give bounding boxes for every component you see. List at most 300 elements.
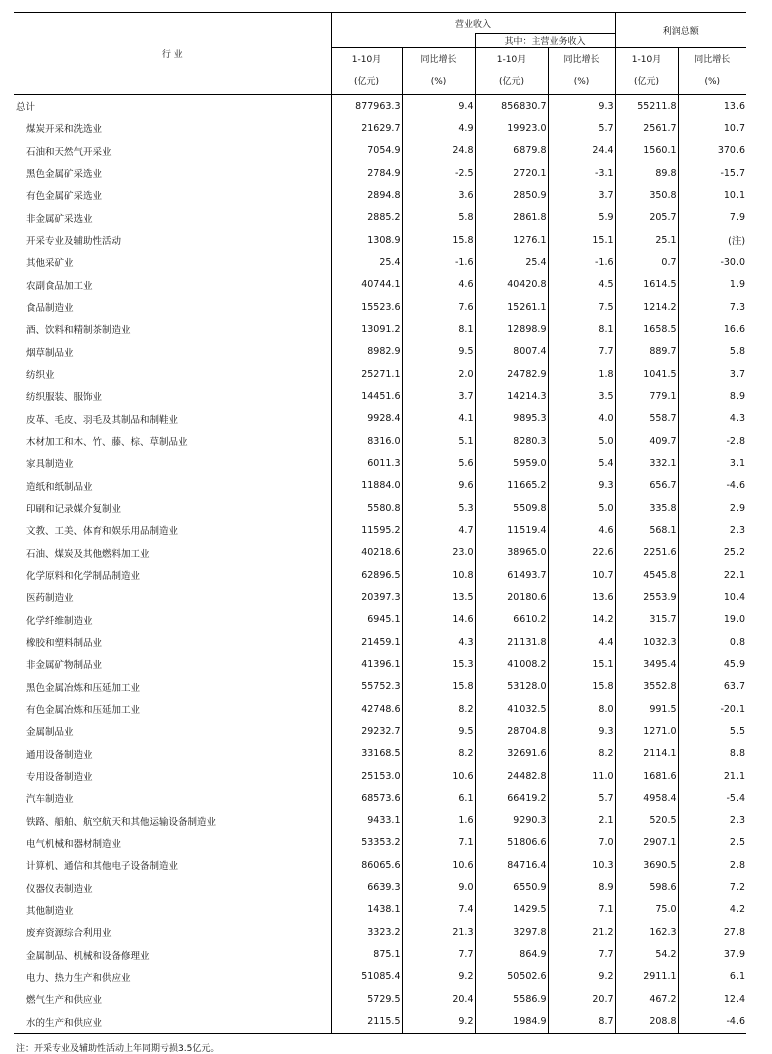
- revenue-growth-cell: 3.7: [402, 385, 475, 407]
- main-revenue-value-cell: 24782.9: [475, 363, 548, 385]
- revenue-value-cell: 2115.5: [331, 1010, 402, 1033]
- table-row: [14, 943, 746, 965]
- main-revenue-value-cell: 5509.8: [475, 497, 548, 519]
- industry-name-cell: 汽车制造业: [26, 794, 74, 806]
- revenue-growth-cell: 10.6: [402, 765, 475, 787]
- main-revenue-value-cell: 24482.8: [475, 765, 548, 787]
- industry-name-cell: 开采专业及辅助性活动: [26, 236, 122, 248]
- table-header: [14, 13, 746, 95]
- main-revenue-value-cell: 51806.6: [475, 832, 548, 854]
- profit-value-cell: 3495.4: [615, 653, 678, 675]
- industry-name-cell: 造纸和纸制品业: [26, 481, 93, 493]
- header-main-revenue: 其中：主营业务收入: [475, 34, 615, 48]
- main-revenue-growth-cell: 14.2: [548, 609, 615, 631]
- revenue-value-cell: 2784.9: [331, 162, 402, 184]
- table-row: [14, 140, 746, 162]
- main-revenue-value-cell: 2720.1: [475, 162, 548, 184]
- main-revenue-growth-cell: 11.0: [548, 765, 615, 787]
- industry-name-cell: 纺织业: [26, 370, 55, 382]
- main-revenue-value-cell: 15261.1: [475, 296, 548, 318]
- main-revenue-value-cell: 1429.5: [475, 899, 548, 921]
- revenue-growth-cell: 21.3: [402, 921, 475, 943]
- industry-name-cell: 铁路、船舶、航空航天和其他运输设备制造业: [26, 816, 217, 828]
- revenue-growth-cell: 7.4: [402, 899, 475, 921]
- profit-growth-cell: 7.3: [678, 296, 746, 318]
- table-row: [14, 408, 746, 430]
- revenue-growth-cell: 7.7: [402, 943, 475, 965]
- profit-growth-cell: 4.3: [678, 408, 746, 430]
- profit-growth-cell: 4.2: [678, 899, 746, 921]
- profit-growth-cell: -5.4: [678, 787, 746, 809]
- revenue-growth-cell: 5.8: [402, 207, 475, 229]
- industry-name-cell: 家具制造业: [26, 459, 74, 471]
- profit-value-cell: 558.7: [615, 408, 678, 430]
- revenue-growth-cell: 13.5: [402, 586, 475, 608]
- revenue-growth-cell: 15.3: [402, 653, 475, 675]
- profit-value-cell: 205.7: [615, 207, 678, 229]
- profit-value-cell: 1214.2: [615, 296, 678, 318]
- profit-value-cell: 332.1: [615, 452, 678, 474]
- revenue-value-cell: 29232.7: [331, 720, 402, 742]
- table-row: [14, 497, 746, 519]
- header-revenue: 营业收入: [331, 13, 615, 34]
- industry-name-cell: 黑色金属冶炼和压延加工业: [26, 682, 141, 694]
- profit-value-cell: 3552.8: [615, 676, 678, 698]
- main-revenue-growth-cell: -3.1: [548, 162, 615, 184]
- profit-growth-cell: -4.6: [678, 1010, 746, 1033]
- profit-growth-cell: 2.8: [678, 854, 746, 876]
- profit-growth-cell: -4.6: [678, 475, 746, 497]
- main-revenue-growth-cell: 3.7: [548, 184, 615, 206]
- profit-value-cell: 1614.5: [615, 274, 678, 296]
- revenue-value-cell: 9928.4: [331, 408, 402, 430]
- main-revenue-growth-cell: 4.4: [548, 631, 615, 653]
- main-revenue-value-cell: 856830.7: [475, 95, 548, 118]
- revenue-value-cell: 14451.6: [331, 385, 402, 407]
- industry-name-cell: 仪器仪表制造业: [26, 883, 93, 895]
- main-revenue-value-cell: 21131.8: [475, 631, 548, 653]
- header-profit-period: [615, 48, 678, 95]
- revenue-value-cell: 5580.8: [331, 497, 402, 519]
- industry-name-cell: 总计: [16, 102, 36, 114]
- profit-value-cell: 1271.0: [615, 720, 678, 742]
- main-revenue-value-cell: 84716.4: [475, 854, 548, 876]
- industry-name-cell: 金属制品、机械和设备修理业: [26, 950, 150, 962]
- table-row: [14, 1010, 746, 1033]
- revenue-growth-cell: 9.4: [402, 95, 475, 118]
- revenue-value-cell: 2894.8: [331, 184, 402, 206]
- main-revenue-value-cell: 9290.3: [475, 810, 548, 832]
- industry-name-cell: 纺织服装、服饰业: [26, 392, 103, 404]
- table-body: [14, 95, 746, 1034]
- revenue-growth-cell: 8.2: [402, 698, 475, 720]
- revenue-growth-cell: 4.1: [402, 408, 475, 430]
- header-unit-label: (亿元): [353, 77, 380, 87]
- revenue-growth-cell: -1.6: [402, 251, 475, 273]
- header-pct-label: (%): [430, 77, 447, 87]
- main-revenue-value-cell: 41032.5: [475, 698, 548, 720]
- table-row: [14, 162, 746, 184]
- industry-name-cell: 其他采矿业: [26, 258, 74, 270]
- profit-value-cell: 162.3: [615, 921, 678, 943]
- industry-name-cell: 食品制造业: [26, 303, 74, 315]
- table-row: [14, 363, 746, 385]
- profit-value-cell: 3690.5: [615, 854, 678, 876]
- profit-growth-cell: 2.5: [678, 832, 746, 854]
- revenue-value-cell: 55752.3: [331, 676, 402, 698]
- profit-growth-cell: 5.5: [678, 720, 746, 742]
- main-revenue-growth-cell: 15.8: [548, 676, 615, 698]
- main-revenue-value-cell: 6879.8: [475, 140, 548, 162]
- profit-value-cell: 335.8: [615, 497, 678, 519]
- header-main-period: [475, 48, 548, 95]
- industry-name-cell: 有色金属矿采选业: [26, 191, 103, 203]
- revenue-value-cell: 42748.6: [331, 698, 402, 720]
- header-revenue-period: [331, 48, 402, 95]
- revenue-value-cell: 9433.1: [331, 810, 402, 832]
- revenue-growth-cell: 9.0: [402, 876, 475, 898]
- revenue-value-cell: 3323.2: [331, 921, 402, 943]
- revenue-value-cell: 5729.5: [331, 988, 402, 1010]
- revenue-growth-cell: 5.1: [402, 430, 475, 452]
- profit-growth-cell: 6.1: [678, 966, 746, 988]
- industry-name-cell: 废弃资源综合利用业: [26, 928, 112, 940]
- header-industry: 行 业: [14, 13, 331, 95]
- main-revenue-value-cell: 38965.0: [475, 542, 548, 564]
- revenue-value-cell: 33168.5: [331, 743, 402, 765]
- revenue-value-cell: 86065.6: [331, 854, 402, 876]
- main-revenue-value-cell: 8007.4: [475, 341, 548, 363]
- industry-name-cell: 皮革、毛皮、羽毛及其制品和制鞋业: [26, 414, 179, 426]
- profit-growth-cell: 63.7: [678, 676, 746, 698]
- header-revenue-growth: [402, 48, 475, 95]
- industry-name-cell: 木材加工和木、竹、藤、棕、草制品业: [26, 437, 188, 449]
- revenue-growth-cell: 10.6: [402, 854, 475, 876]
- revenue-growth-cell: 5.6: [402, 452, 475, 474]
- table-row: [14, 430, 746, 452]
- revenue-growth-cell: 15.8: [402, 676, 475, 698]
- profit-value-cell: 2561.7: [615, 117, 678, 139]
- main-revenue-value-cell: 32691.6: [475, 743, 548, 765]
- main-revenue-value-cell: 1984.9: [475, 1010, 548, 1033]
- table-row: [14, 296, 746, 318]
- header-growth-label: 同比增长: [694, 55, 731, 65]
- table-row: [14, 117, 746, 139]
- revenue-growth-cell: 6.1: [402, 787, 475, 809]
- industry-name-cell: 石油、煤炭及其他燃料加工业: [26, 548, 150, 560]
- profit-value-cell: 2251.6: [615, 542, 678, 564]
- revenue-value-cell: 21459.1: [331, 631, 402, 653]
- industry-name-cell: 有色金属冶炼和压延加工业: [26, 705, 141, 717]
- header-growth-label: 同比增长: [563, 55, 600, 65]
- revenue-growth-cell: 20.4: [402, 988, 475, 1010]
- revenue-value-cell: 25.4: [331, 251, 402, 273]
- industry-name-cell: 水的生产和供应业: [14, 1010, 331, 1033]
- profit-value-cell: 0.7: [615, 251, 678, 273]
- profit-growth-cell: 7.9: [678, 207, 746, 229]
- table-row: [14, 810, 746, 832]
- table-row: [14, 452, 746, 474]
- revenue-value-cell: 51085.4: [331, 966, 402, 988]
- profit-growth-cell: (注): [678, 229, 746, 251]
- table-row: [14, 95, 746, 118]
- profit-growth-cell: 1.9: [678, 274, 746, 296]
- profit-growth-cell: 0.8: [678, 631, 746, 653]
- profit-growth-cell: -15.7: [678, 162, 746, 184]
- profit-value-cell: 2907.1: [615, 832, 678, 854]
- profit-value-cell: 89.8: [615, 162, 678, 184]
- table-row: [14, 318, 746, 340]
- table-row: [14, 832, 746, 854]
- revenue-growth-cell: 8.1: [402, 318, 475, 340]
- main-revenue-growth-cell: 5.0: [548, 497, 615, 519]
- revenue-value-cell: 2885.2: [331, 207, 402, 229]
- revenue-growth-cell: 9.2: [402, 966, 475, 988]
- main-revenue-value-cell: 61493.7: [475, 564, 548, 586]
- revenue-value-cell: 41396.1: [331, 653, 402, 675]
- revenue-value-cell: 40744.1: [331, 274, 402, 296]
- profit-growth-cell: 21.1: [678, 765, 746, 787]
- profit-value-cell: 2553.9: [615, 586, 678, 608]
- main-revenue-value-cell: 2861.8: [475, 207, 548, 229]
- profit-growth-cell: 22.1: [678, 564, 746, 586]
- header-period-label: 1-10月: [351, 55, 382, 65]
- main-revenue-growth-cell: 3.5: [548, 385, 615, 407]
- profit-value-cell: 2911.1: [615, 966, 678, 988]
- table-row: [14, 586, 746, 608]
- profit-value-cell: 1032.3: [615, 631, 678, 653]
- table-row: [14, 988, 746, 1010]
- header-period-label: 1-10月: [631, 55, 662, 65]
- header-growth-label: 同比增长: [420, 55, 457, 65]
- industry-name-cell: 燃气生产和供应业: [26, 995, 103, 1007]
- profit-value-cell: 1560.1: [615, 140, 678, 162]
- revenue-value-cell: 8982.9: [331, 341, 402, 363]
- profit-value-cell: 350.8: [615, 184, 678, 206]
- main-revenue-growth-cell: 24.4: [548, 140, 615, 162]
- revenue-growth-cell: 9.5: [402, 720, 475, 742]
- main-revenue-growth-cell: 5.0: [548, 430, 615, 452]
- industry-name-cell: 石油和天然气开采业: [26, 146, 112, 158]
- profit-value-cell: 598.6: [615, 876, 678, 898]
- profit-value-cell: 1041.5: [615, 363, 678, 385]
- profit-value-cell: 656.7: [615, 475, 678, 497]
- profit-growth-cell: 7.2: [678, 876, 746, 898]
- main-revenue-value-cell: 25.4: [475, 251, 548, 273]
- revenue-value-cell: 25271.1: [331, 363, 402, 385]
- revenue-value-cell: 25153.0: [331, 765, 402, 787]
- revenue-growth-cell: 23.0: [402, 542, 475, 564]
- revenue-growth-cell: 1.6: [402, 810, 475, 832]
- revenue-value-cell: 40218.6: [331, 542, 402, 564]
- main-revenue-value-cell: 3297.8: [475, 921, 548, 943]
- revenue-growth-cell: 15.8: [402, 229, 475, 251]
- industry-name-cell: 通用设备制造业: [26, 749, 93, 761]
- main-revenue-growth-cell: 7.0: [548, 832, 615, 854]
- profit-value-cell: 467.2: [615, 988, 678, 1010]
- main-revenue-growth-cell: 5.7: [548, 787, 615, 809]
- main-revenue-value-cell: 864.9: [475, 943, 548, 965]
- revenue-value-cell: 8316.0: [331, 430, 402, 452]
- header-profit: 利润总额: [615, 13, 746, 48]
- industry-name-cell: 文教、工美、体育和娱乐用品制造业: [26, 526, 179, 538]
- profit-value-cell: 409.7: [615, 430, 678, 452]
- main-revenue-growth-cell: 13.6: [548, 586, 615, 608]
- table-row: [14, 676, 746, 698]
- main-revenue-growth-cell: 9.3: [548, 720, 615, 742]
- main-revenue-growth-cell: 1.8: [548, 363, 615, 385]
- main-revenue-growth-cell: 7.1: [548, 899, 615, 921]
- profit-value-cell: 4545.8: [615, 564, 678, 586]
- revenue-growth-cell: 4.7: [402, 519, 475, 541]
- header-period-label: 1-10月: [496, 55, 527, 65]
- revenue-growth-cell: 2.0: [402, 363, 475, 385]
- revenue-growth-cell: 9.5: [402, 341, 475, 363]
- table-row: [14, 184, 746, 206]
- profit-growth-cell: 12.4: [678, 988, 746, 1010]
- revenue-growth-cell: 4.6: [402, 274, 475, 296]
- header-revenue-spacer: [331, 34, 475, 48]
- main-revenue-growth-cell: 5.7: [548, 117, 615, 139]
- main-revenue-value-cell: 5586.9: [475, 988, 548, 1010]
- profit-growth-cell: 3.7: [678, 363, 746, 385]
- table-row: [14, 631, 746, 653]
- main-revenue-growth-cell: 8.9: [548, 876, 615, 898]
- industry-name-cell: 橡胶和塑料制品业: [26, 638, 103, 650]
- main-revenue-growth-cell: 2.1: [548, 810, 615, 832]
- main-revenue-value-cell: 50502.6: [475, 966, 548, 988]
- main-revenue-growth-cell: 4.6: [548, 519, 615, 541]
- revenue-value-cell: 1438.1: [331, 899, 402, 921]
- revenue-growth-cell: 14.6: [402, 609, 475, 631]
- header-main-growth: [548, 48, 615, 95]
- revenue-growth-cell: 8.2: [402, 743, 475, 765]
- table-row: [14, 765, 746, 787]
- profit-growth-cell: 27.8: [678, 921, 746, 943]
- table-row: [14, 854, 746, 876]
- main-revenue-value-cell: 11665.2: [475, 475, 548, 497]
- revenue-growth-cell: 4.3: [402, 631, 475, 653]
- profit-value-cell: 54.2: [615, 943, 678, 965]
- revenue-growth-cell: 7.1: [402, 832, 475, 854]
- main-revenue-growth-cell: 4.5: [548, 274, 615, 296]
- table-row: [14, 229, 746, 251]
- industry-name-cell: 其他制造业: [26, 905, 74, 917]
- main-revenue-growth-cell: 8.7: [548, 1010, 615, 1033]
- table-row: [14, 251, 746, 273]
- profit-growth-cell: -2.8: [678, 430, 746, 452]
- profit-value-cell: 4958.4: [615, 787, 678, 809]
- industry-name-cell: 非金属矿物制品业: [26, 660, 103, 672]
- industry-name-cell: 计算机、通信和其他电子设备制造业: [26, 861, 179, 873]
- profit-growth-cell: 10.7: [678, 117, 746, 139]
- industry-name-cell: 医药制造业: [26, 593, 74, 605]
- main-revenue-value-cell: 12898.9: [475, 318, 548, 340]
- main-revenue-growth-cell: 21.2: [548, 921, 615, 943]
- profit-value-cell: 568.1: [615, 519, 678, 541]
- industry-name-cell: 非金属矿采选业: [26, 213, 93, 225]
- industry-name-cell: 化学纤维制造业: [26, 615, 93, 627]
- revenue-value-cell: 1308.9: [331, 229, 402, 251]
- table-row: [14, 966, 746, 988]
- revenue-value-cell: 68573.6: [331, 787, 402, 809]
- revenue-value-cell: 62896.5: [331, 564, 402, 586]
- table-row: [14, 519, 746, 541]
- table-row: [14, 564, 746, 586]
- profit-growth-cell: 2.9: [678, 497, 746, 519]
- profit-value-cell: 2114.1: [615, 743, 678, 765]
- profit-value-cell: 779.1: [615, 385, 678, 407]
- main-revenue-value-cell: 66419.2: [475, 787, 548, 809]
- profit-growth-cell: 10.1: [678, 184, 746, 206]
- revenue-growth-cell: 4.9: [402, 117, 475, 139]
- main-revenue-growth-cell: 8.1: [548, 318, 615, 340]
- table-row: [14, 609, 746, 631]
- profit-value-cell: 75.0: [615, 899, 678, 921]
- table-row: [14, 876, 746, 898]
- industry-name-cell: 专用设备制造业: [26, 772, 93, 783]
- header-unit-label: (亿元): [634, 77, 660, 87]
- profit-growth-cell: 25.2: [678, 542, 746, 564]
- main-revenue-value-cell: 6550.9: [475, 876, 548, 898]
- table-row: [14, 341, 746, 363]
- table-row: [14, 743, 746, 765]
- revenue-value-cell: 15523.6: [331, 296, 402, 318]
- revenue-growth-cell: 9.2: [402, 1010, 475, 1033]
- main-revenue-value-cell: 19923.0: [475, 117, 548, 139]
- main-revenue-growth-cell: 4.0: [548, 408, 615, 430]
- main-revenue-growth-cell: 8.0: [548, 698, 615, 720]
- profit-growth-cell: 19.0: [678, 609, 746, 631]
- revenue-value-cell: 53353.2: [331, 832, 402, 854]
- main-revenue-growth-cell: 15.1: [548, 229, 615, 251]
- profit-value-cell: 55211.8: [615, 95, 678, 118]
- profit-growth-cell: 3.1: [678, 452, 746, 474]
- revenue-value-cell: 7054.9: [331, 140, 402, 162]
- revenue-value-cell: 20397.3: [331, 586, 402, 608]
- main-revenue-value-cell: 8280.3: [475, 430, 548, 452]
- main-revenue-growth-cell: 7.7: [548, 943, 615, 965]
- table-row: [14, 787, 746, 809]
- revenue-growth-cell: 5.3: [402, 497, 475, 519]
- main-revenue-growth-cell: 8.2: [548, 743, 615, 765]
- profit-growth-cell: 8.9: [678, 385, 746, 407]
- main-revenue-value-cell: 2850.9: [475, 184, 548, 206]
- main-revenue-value-cell: 11519.4: [475, 519, 548, 541]
- revenue-value-cell: 877963.3: [331, 95, 402, 118]
- table-row: [14, 542, 746, 564]
- profit-value-cell: 25.1: [615, 229, 678, 251]
- profit-value-cell: 991.5: [615, 698, 678, 720]
- header-unit-label: (亿元): [498, 77, 525, 87]
- revenue-growth-cell: 7.6: [402, 296, 475, 318]
- profit-value-cell: 1681.6: [615, 765, 678, 787]
- revenue-growth-cell: 9.6: [402, 475, 475, 497]
- profit-growth-cell: 2.3: [678, 810, 746, 832]
- industry-statistics-table: [14, 12, 746, 1034]
- industry-name-cell: 电气机械和器材制造业: [26, 838, 122, 850]
- main-revenue-growth-cell: 10.7: [548, 564, 615, 586]
- table-row: [14, 207, 746, 229]
- main-revenue-value-cell: 9895.3: [475, 408, 548, 430]
- main-revenue-value-cell: 14214.3: [475, 385, 548, 407]
- main-revenue-growth-cell: 15.1: [548, 653, 615, 675]
- profit-growth-cell: 13.6: [678, 95, 746, 118]
- main-revenue-value-cell: 40420.8: [475, 274, 548, 296]
- industry-name-cell: 农副食品加工业: [26, 280, 93, 292]
- profit-growth-cell: 37.9: [678, 943, 746, 965]
- profit-value-cell: 520.5: [615, 810, 678, 832]
